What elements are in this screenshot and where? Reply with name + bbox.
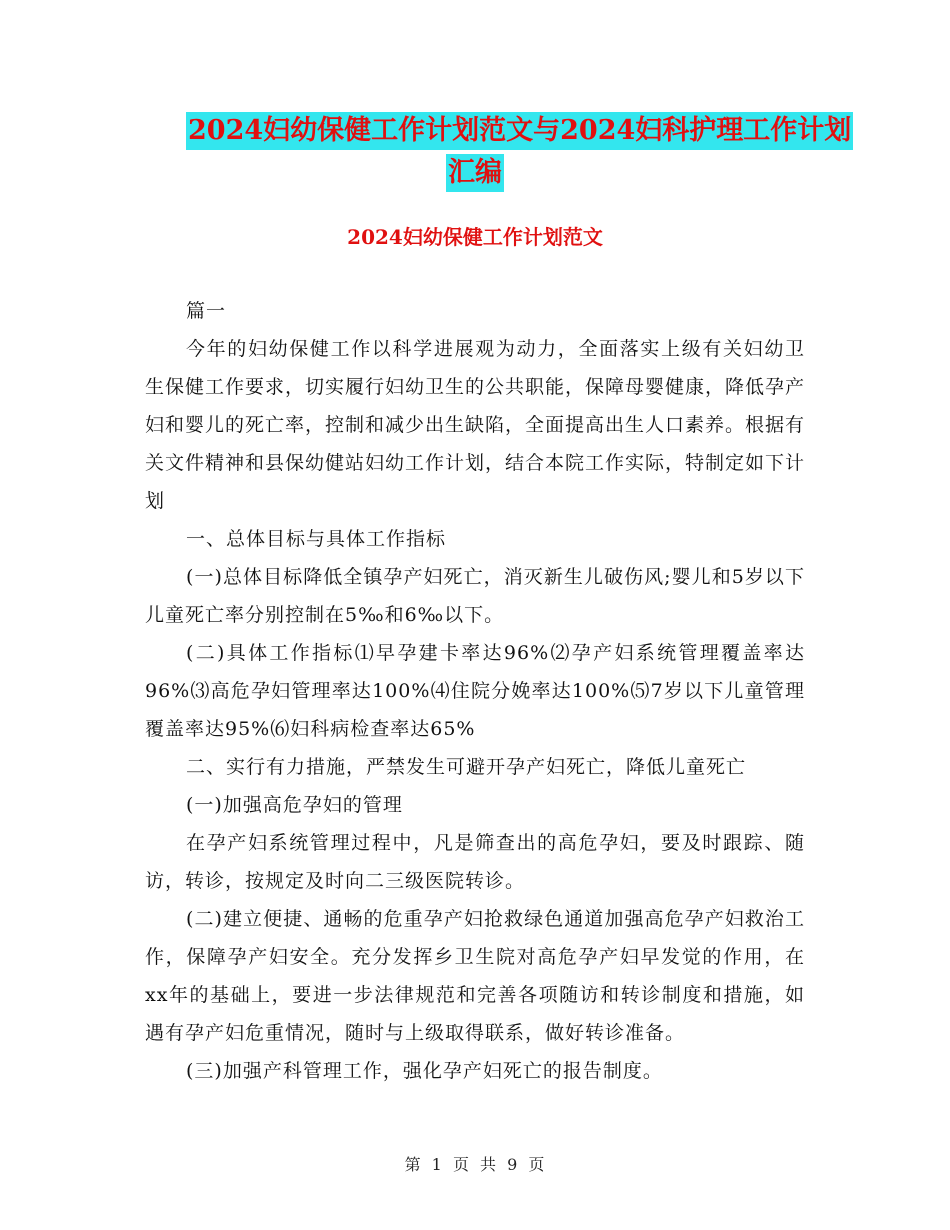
- paragraph: (二)具体工作指标⑴早孕建卡率达96%⑵孕产妇系统管理覆盖率达96%⑶高危孕妇管理率达100%⑷住院分娩率达100%⑸7岁以下儿童管理覆盖率达95%⑹妇科病检查率达65%: [145, 642, 805, 740]
- paragraph: (二)建立便捷、通畅的危重孕产妇抢救绿色通道加强高危孕产妇救治工作，保障孕产妇安全。充分发挥乡卫生院对高危孕产妇早发觉的作用，在xx年的基础上，要进一步法律规范和完善各项随访和转诊制度和措施，如遇有孕产妇危重情况，随时与上级取得联系，做好转诊准备。: [145, 908, 805, 1044]
- document-body: [145, 292, 805, 1090]
- document-title: [150, 112, 852, 192]
- paragraph: (一)加强高危孕妇的管理: [186, 794, 403, 816]
- paragraph: 二、实行有力措施，严禁发生可避开孕产妇死亡，降低儿童死亡: [186, 756, 747, 778]
- title-line-1: 2024妇幼保健工作计划范文与2024妇科护理工作计划: [186, 112, 853, 150]
- section-title: 2024妇幼保健工作计划范文: [347, 225, 603, 249]
- paragraph: 在孕产妇系统管理过程中，凡是筛查出的高危孕妇，要及时跟踪、随访，转诊，按规定及时向二三级医院转诊。: [145, 832, 805, 892]
- paragraph: (一)总体目标降低全镇孕产妇死亡，消灭新生儿破伤风;婴儿和5岁以下儿童死亡率分别控制在5‰和6‰以下。: [145, 566, 805, 626]
- title-line-2: 汇编: [446, 154, 504, 192]
- paragraph: 今年的妇幼保健工作以科学进展观为动力，全面落实上级有关妇幼卫生保健工作要求，切实履行妇幼卫生的公共职能，保障母婴健康，降低孕产妇和婴儿的死亡率，控制和减少出生缺陷，全面提高出生人口素养。根据有关文件精神和县保幼健站妇幼工作计划，结合本院工作实际，特制定如下计划: [145, 338, 806, 512]
- paragraph: 一、总体目标与具体工作指标: [186, 528, 447, 550]
- paragraph: 篇一: [186, 300, 227, 322]
- paragraph: (三)加强产科管理工作，强化孕产妇死亡的报告制度。: [186, 1060, 663, 1082]
- page-footer: 第 1 页 共 9 页: [404, 1155, 546, 1174]
